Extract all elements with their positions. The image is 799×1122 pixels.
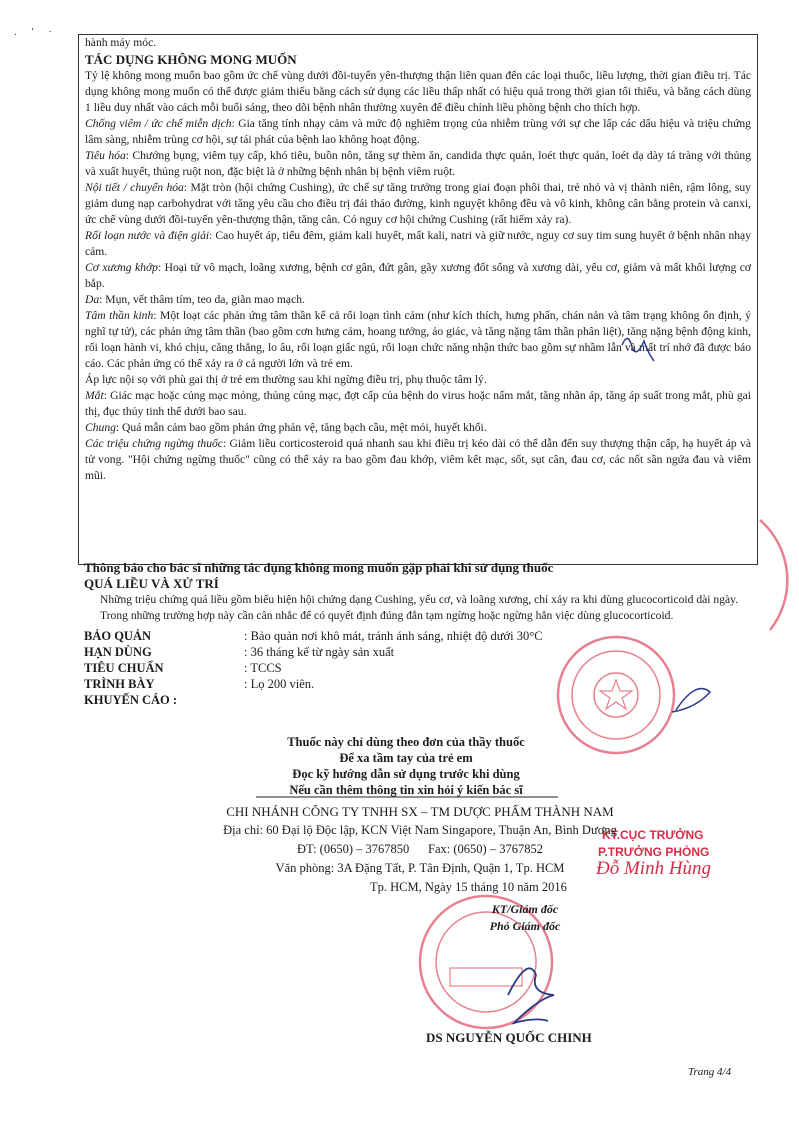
- adverse-item-label: Da: [85, 293, 100, 306]
- top-margin-marks: . ' ·: [14, 26, 58, 38]
- lead-text: hành máy móc.: [85, 36, 157, 49]
- adverse-item-label: Rối loạn nước và điện giải: [85, 229, 210, 242]
- approval-signature-name: Đỗ Minh Hùng: [596, 858, 712, 879]
- director-pen-signature: [508, 968, 554, 1023]
- adverse-effects-heading: TÁC DỤNG KHÔNG MONG MUỐN: [85, 52, 297, 67]
- warning-line: Nếu cần thêm thông tin xin hỏi ý kiến bác sĩ: [289, 783, 523, 797]
- adverse-item-text: : Giảm liều corticosteroid quá nhanh sau khi điều trị kéo dài có thể dẫn đến suy thượng thận cấp, hạ huyết áp và tử vong. "Hội chứng ngừng thuốc" cũng có thể xảy ra bao gồm đau khớp, viêm kết mạc, sốt, sụt cân, đau cơ, các nốt sần ngứa đau và viêm mũi.: [85, 437, 751, 482]
- notice-text: Thông báo cho bác sĩ những tác dụng không mong muốn gặp phải khi sử dụng thuốc: [84, 560, 554, 575]
- adverse-item-text: : Mụn, vết thâm tím, teo da, giãn mao mạch.: [99, 293, 305, 306]
- info-value: : Lọ 200 viên.: [244, 677, 315, 691]
- adverse-item-text: Áp lực nội sọ với phù gai thị ở trẻ em thường sau khi ngừng điều trị, phụ thuộc tâm lý.: [85, 373, 487, 386]
- signature-title: [470, 901, 580, 935]
- info-value: : TCCS: [244, 661, 282, 675]
- signature-title-1: KT/Giám đốc: [491, 902, 559, 916]
- info-key: TRÌNH BÀY: [84, 677, 155, 691]
- adverse-item-text: : Chướng bụng, viêm tụy cấp, khó tiêu, buồn nôn, tăng sự thèm ăn, candida thực quản, loét thực quản, loét dạ dày tá tràng với thủng và xuất huyết, thủng ruột non, đặc biệt là ở những bệnh nhân bị bệnh viêm ruột.: [85, 149, 751, 178]
- adverse-item-text: : Mặt tròn (hội chứng Cushing), ức chế sự tăng trưởng trong giai đoạn phôi thai, trẻ nhỏ và vị thành niên, rậm lông, suy giảm dung nạp carbohydrat với tăng yêu cầu cho điều trị đái tháo đường, kinh nguyệt không đều và vô kinh, không cân bằng protein và canxi, ức chế vùng dưới đồi-tuyến yên-thượng thận, tăng cân. Có nguy cơ hội chứng Cushing (rất hiếm xảy ra).: [85, 181, 751, 226]
- adverse-intro: Tỷ lệ không mong muốn bao gồm ức chế vùng dưới đồi-tuyến yên-thượng thận liên quan đến các loại thuốc, liều lượng, thời gian điều trị. Tác dụng không mong muốn có thể được giảm thiểu bằng cách sử dụng các liều thấp nhất có hiệu quả trong thời gian tối thiểu, và bằng cách dùng 1 liều duy nhất vào cách mỗi buổi sáng, theo dõi bệnh nhân thường xuyên để điều chỉnh liều phòng bệnh cho thích hợp.: [85, 69, 751, 114]
- info-key: TIÊU CHUẨN: [84, 661, 164, 675]
- adverse-item-label: Tiêu hóa: [85, 149, 126, 162]
- margin-pen-mark: [622, 338, 654, 361]
- ministry-stamp: [558, 637, 674, 753]
- adverse-item-text: : Gia tăng tính nhạy cảm và mức độ nghiêm trọng của nhiễm trùng với sự che lấp các dấu hiệu và triệu chứng lâm sàng, nhiễm trùng cơ hội, sự tái phát của bệnh lao không hoạt động.: [85, 117, 751, 146]
- company-fax: Fax: (0650) – 3767852: [428, 842, 543, 856]
- info-key: HẠN DÙNG: [84, 645, 152, 659]
- adverse-item-text: : Quá mẫn cảm bao gồm phản ứng phản vệ, tăng bạch cầu, mệt mỏi, huyết khối.: [115, 421, 487, 434]
- page-number: Trang 4/4: [688, 1066, 732, 1078]
- overdose-paragraph-1: Những triệu chứng quá liều gồm biểu hiện hội chứng dạng Cushing, yếu cơ, và loãng xương, chỉ xảy ra khi dùng glucocorticoid dài ngày.: [100, 593, 739, 606]
- date-line: Tp. HCM, Ngày 15 tháng 10 năm 2016: [370, 880, 567, 894]
- company-address: Địa chỉ: 60 Đại lộ Độc lập, KCN Việt Nam Singapore, Thuận An, Bình Dương: [223, 823, 617, 837]
- approval-title-1: KT.CỤC TRƯỞNG: [602, 828, 704, 842]
- info-value: : Bảo quản nơi khô mát, tránh ánh sáng, nhiệt độ dưới 30°C: [244, 629, 543, 643]
- adverse-item-label: Các triệu chứng ngừng thuốc: [85, 437, 223, 450]
- approval-title-2: P.TRƯỞNG PHÒNG: [598, 845, 710, 859]
- company-office: Văn phòng: 3A Đặng Tất, P. Tân Định, Quận 1, Tp. HCM: [275, 861, 565, 875]
- adverse-item-label: Cơ xương khớp: [85, 261, 158, 274]
- adverse-item-text: : Hoại tử vô mạch, loãng xương, bệnh cơ gân, đứt gân, gãy xương đốt sống và xương dài, yếu cơ, giảm và mất khối lượng cơ bắp.: [85, 261, 752, 290]
- overdose-heading: QUÁ LIỀU VÀ XỬ TRÍ: [84, 576, 219, 591]
- company-contact: [180, 840, 660, 859]
- adverse-item-text: : Cao huyết áp, tiểu đêm, giảm kali huyết, mất kali, natri và giữ nước, nguy cơ suy tim sung huyết ở bệnh nhân nhạy cảm.: [85, 229, 751, 258]
- signer-name: DS NGUYỄN QUỐC CHINH: [426, 1030, 592, 1045]
- warning-line: Để xa tầm tay của trẻ em: [339, 751, 473, 765]
- adverse-item-label: Chống viêm / ức chế miễn dịch: [85, 117, 232, 130]
- approval-pen-signature: [672, 689, 710, 712]
- info-value: : 36 tháng kể từ ngày sản xuất: [244, 645, 395, 659]
- warning-line: Thuốc này chỉ dùng theo đơn của thầy thuốc: [287, 735, 525, 749]
- adverse-item-text: : Giác mạc hoặc củng mạc mỏng, thủng củng mạc, đợt cấp của bệnh do virus hoặc nấm mắt, tăng nhãn áp, tăng áp suất trong mắt, phù gai thị, đục thủy tinh thể dưới bao sau.: [85, 389, 751, 418]
- company-phone: ĐT: (0650) – 3767850: [297, 842, 410, 856]
- adverse-item-text: : Một loạt các phản ứng tâm thần kể cả rối loạn tình cảm (như kích thích, hưng phấn, chán nản và tâm trạng không ổn định, ý nghĩ tự tử), các phản ứng tâm thần (bao gồm cơn hưng cảm, hoang tưởng, ảo giác, và tăng nặng tâm thần phân liệt), tăng nặng bệnh động kinh, rối loạn hành vi, khó chịu, căng thẳng, lo âu, rối loạn giấc ngủ, rối loạn chức năng nhận thức bao gồm sự nhầm lẫn và mất trí nhớ đã được báo cáo. Các phản ứng có thể xảy ra ở cả người lớn và trẻ em.: [85, 309, 751, 370]
- warning-line: Đọc kỹ hướng dẫn sử dụng trước khi dùng: [292, 767, 520, 781]
- company-name: CHI NHÁNH CÔNG TY TNHH SX – TM DƯỢC PHẨM THÀNH NAM: [226, 804, 614, 819]
- adverse-item-label: Chung: [85, 421, 116, 434]
- adverse-item-label: Tâm thần kinh: [85, 309, 154, 322]
- signature-title-2: Phó Giám đốc: [489, 919, 561, 933]
- adverse-item-label: Nội tiết / chuyển hóa: [85, 181, 184, 194]
- info-key: KHUYẾN CÁO :: [84, 693, 178, 707]
- edge-stamp-arc: [760, 520, 787, 630]
- adverse-item-label: Mắt: [85, 389, 104, 402]
- company-block: [180, 802, 660, 878]
- info-key: BẢO QUẢN: [84, 629, 152, 643]
- overdose-paragraph-2: Trong những trường hợp này cần cân nhắc để có quyết định đúng đắn tạm ngừng hoặc ngừng hẳn việc dùng glucocorticoid.: [100, 609, 674, 622]
